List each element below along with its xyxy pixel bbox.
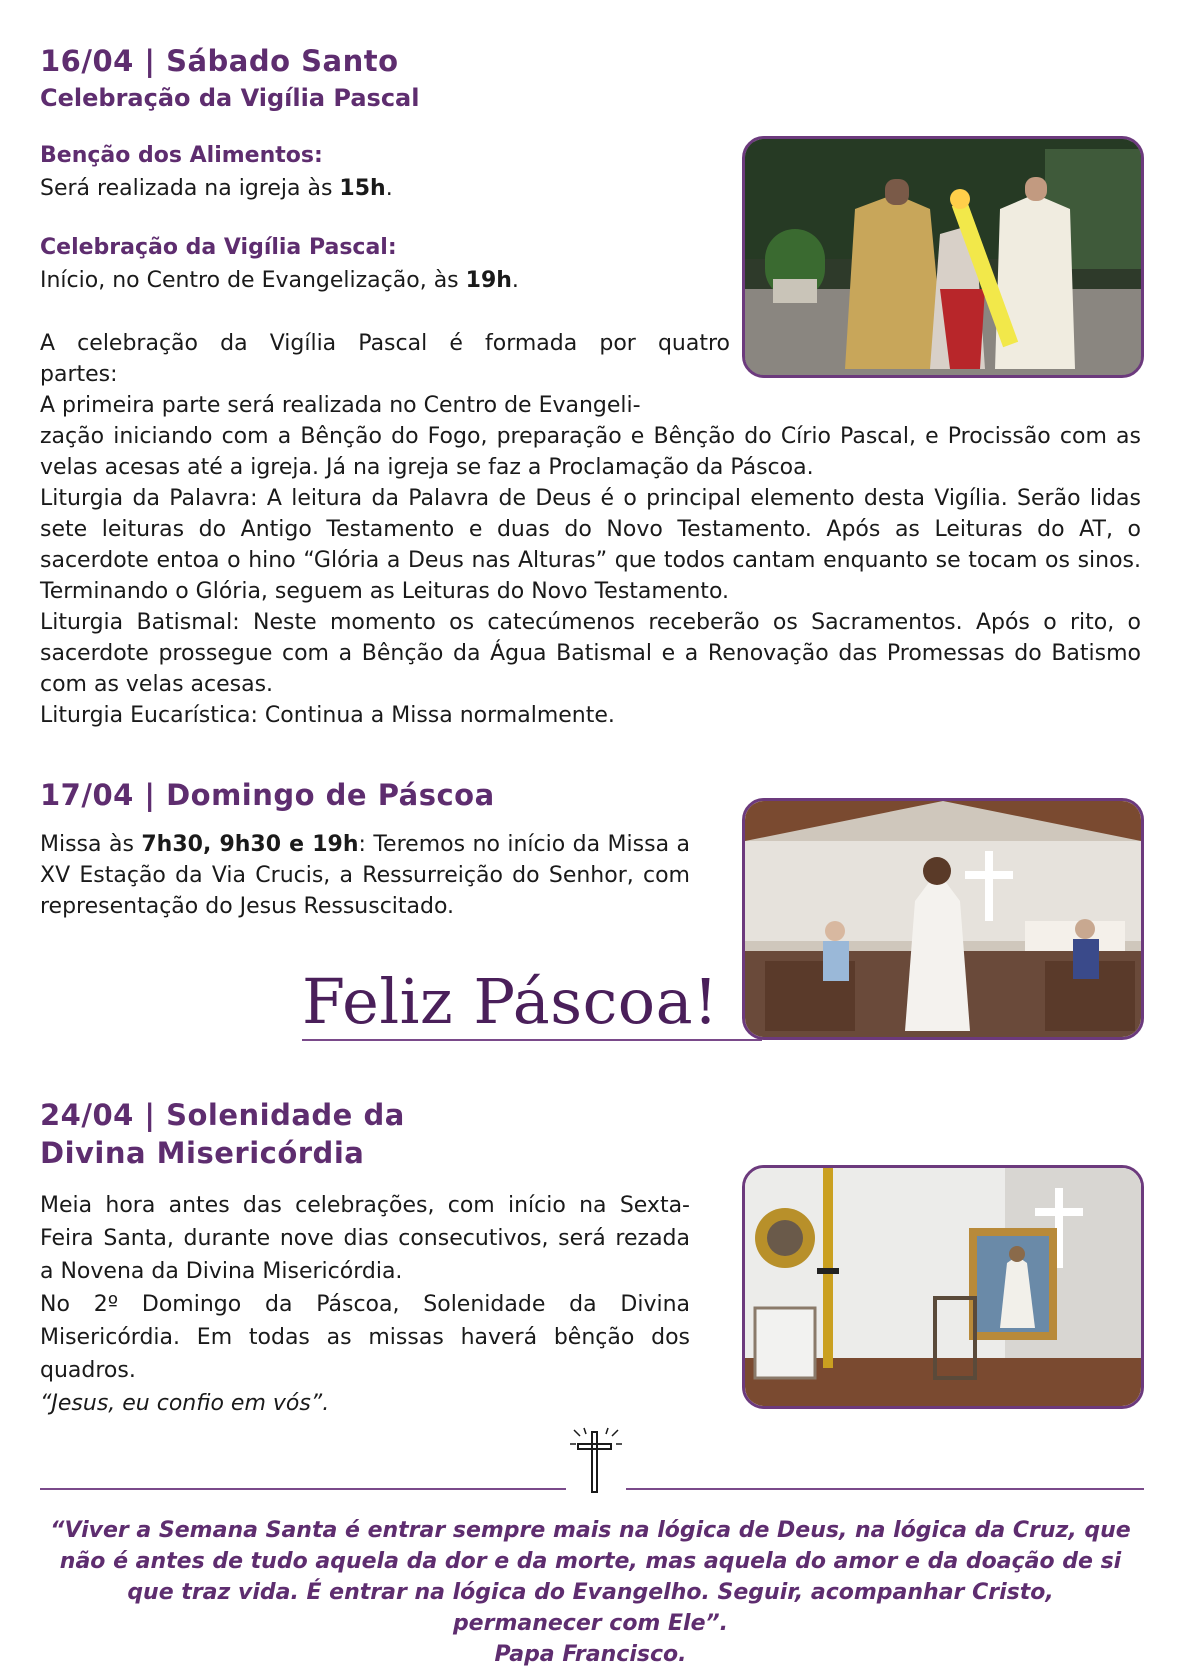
photo-vigilia xyxy=(742,136,1144,378)
section3-para1: Meia hora antes das celebrações, com início na Sexta-Feira Santa, durante nove dias consecutivos, será rezada a Novena da Divina Misericórdia. xyxy=(40,1193,690,1284)
footer-quote-text: “Viver a Semana Santa é entrar sempre mais na lógica de Deus, na lógica da Cruz, que não é antes de tudo aquela da dor e da morte, mas aquela do amor e da doação de si que traz vida. É entrar na lógica do Evangelho. Seguir, acompanhar Cristo, permanecer com Ele”. xyxy=(50,1518,1131,1636)
section2-title: 17/04 | Domingo de Páscoa xyxy=(40,778,495,812)
photo-misericordia xyxy=(742,1165,1144,1409)
bencao-text: Será realizada na igreja às 15h. xyxy=(40,176,393,201)
section1-body xyxy=(40,421,1141,731)
section3-title-line1: 24/04 | Solenidade da xyxy=(40,1098,405,1132)
photo-pascoa-illustration xyxy=(745,801,1141,1037)
footer-rule-right xyxy=(626,1488,1144,1490)
footer-rule-left xyxy=(40,1488,566,1490)
missa-text: Missa às 7h30, 9h30 e 19h: Teremos no início da Missa a XV Estação da Via Crucis, a Ressurreição do Senhor, com representação do Jesus Ressuscitado. xyxy=(40,832,691,919)
feliz-underline xyxy=(302,1039,762,1041)
footer-quote-author: Papa Francisco. xyxy=(494,1642,687,1667)
para-first-b: zação iniciando com a Bênção do Fogo, preparação e Bênção do Círio Pascal, e Procissão com as velas acesas até a igreja. Já na igreja se faz a Proclamação da Páscoa. xyxy=(40,424,1141,480)
section1-title: 16/04 | Sábado Santo xyxy=(40,44,399,78)
feliz-pascoa: Feliz Páscoa! xyxy=(302,965,719,1038)
section3-para2: No 2º Domingo da Páscoa, Solenidade da Divina Misericórdia. Em todas as missas haverá bênção dos quadros. xyxy=(40,1292,690,1383)
photo-vigilia-illustration xyxy=(745,139,1141,375)
vigilia-text: Início, no Centro de Evangelização, às 19h. xyxy=(40,268,519,293)
section1-subtitle: Celebração da Vigília Pascal xyxy=(40,84,420,112)
para-first-a: A primeira parte será realizada no Centro de Evangeli- xyxy=(40,393,641,418)
vigilia-title: Celebração da Vigília Pascal: xyxy=(40,235,397,260)
para-batismal: Liturgia Batismal: Neste momento os catecúmenos receberão os Sacramentos. Após o rito, o sacerdote prossegue com a Bênção da Água Batismal e a Renovação das Promessas do Batismo com as velas acesas. xyxy=(40,610,1141,697)
cross-icon xyxy=(566,1424,626,1494)
section3-para3: “Jesus, eu confio em vós”. xyxy=(40,1391,330,1416)
section3-title-line2: Divina Misericórdia xyxy=(40,1136,365,1170)
para-intro-a: A celebração da Vigília Pascal é formada por quatro xyxy=(40,331,730,356)
footer-quote xyxy=(50,1515,1131,1670)
para-intro-b: partes: xyxy=(40,362,118,387)
section3-body xyxy=(40,1189,690,1420)
para-palavra: Liturgia da Palavra: A leitura da Palavra de Deus é o principal elemento desta Vigília. Serão lidas sete leituras do Antigo Testamento e duas do Novo Testamento. Após as Leituras do AT, o sacerdote entoa o hino “Glória a Deus nas Alturas” que todos cantam enquanto se tocam os sinos. Terminando o Glória, seguem as Leituras do Novo Testamento. xyxy=(40,486,1141,604)
photo-pascoa xyxy=(742,798,1144,1040)
para-eucaristica: Liturgia Eucarística: Continua a Missa normalmente. xyxy=(40,703,615,728)
photo-misericordia-illustration xyxy=(745,1168,1141,1406)
bencao-title: Benção dos Alimentos: xyxy=(40,143,323,168)
